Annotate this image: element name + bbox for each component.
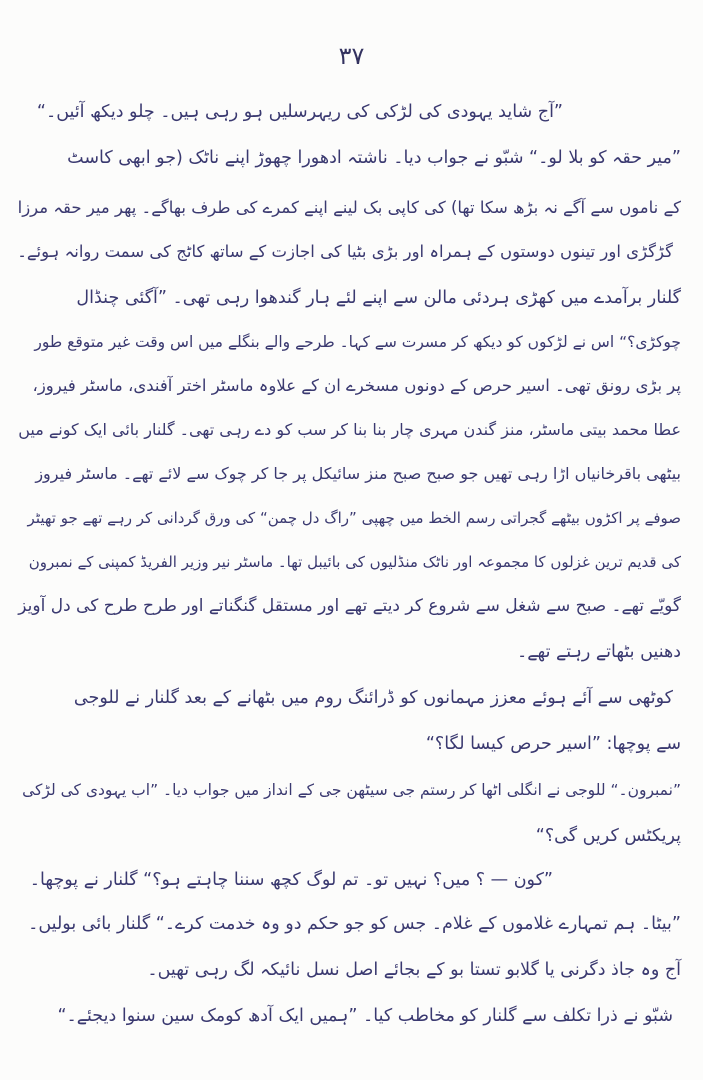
text-line: سے پوچھا: ”اسیر حرص کیسا لگا؟“ [425, 734, 681, 754]
text-line: چوکڑی؟“ اس نے لڑکوں کو دیکھ کر مسرت سے کہا۔ طرحے والے بنگلے میں اس وقت غیر متوقع طور [34, 333, 681, 351]
text-line: گویّے تھے۔ صبح سے شغل سے شروع کر دیتے تھے اور مستقل گنگناتے اور طرح طرح کی دل آویز [18, 596, 681, 616]
text-line: ”بیٹا۔ ہم تمہارے غلاموں کے غلام۔ جس کو جو حکم دو وہ خدمت کرے۔“ گلنار بائی بولیں۔ [28, 914, 681, 934]
text-line: پریکٹس کریں گی؟“ [535, 826, 681, 846]
text-line: عطا محمد بیتی ماسٹر، منز گندن مہری چار بنا بنا کر سب کو دے رہی تھی۔ گلنار بائی ایک کونے میں [18, 420, 681, 439]
text-line: کی قدیم ترین غزلوں کا مجموعہ اور ناٹک منڈلیوں کی بائیبل تھا۔ ماسٹر نیر وزیر الفریڈ کمپنی کے نمبرون [28, 553, 681, 571]
text-line: گڑگڑی اور تینوں دوستوں کے ہمراہ اور بڑی بٹیا کی اجازت کے ساتھ کاٹج کی سمت روانہ ہوئے۔ [17, 242, 673, 261]
text-line: ”کون — ؟ میں؟ نہیں تو۔ تم لوگ کچھ سننا چاہتے ہو؟“ گلنار نے پوچھا۔ [29, 870, 553, 890]
text-line: کے ناموں سے آگے نہ بڑھ سکا تھا) کی کاپی بک لینے اپنے کمرے کی طرف بھاگے۔ پھر میر حقہ مرزا [17, 198, 681, 217]
text-line: صوفے پر اکڑوں بیٹھے گجراتی رسم الخط میں چھپی ”راگ دل چمن“ کی ورق گردانی کر رہے تھے جو تھیٹر [27, 509, 681, 527]
text-line: پر بڑی رونق تھی۔ اسیر حرص کے دونوں مسخرے ان کے علاوہ ماسٹر اختر آفندی، ماسٹر فیروز، [32, 376, 681, 395]
text-line: گلنار برآمدے میں کھڑی ہردئی مالن سے اپنے لئے ہار گندھوا رہی تھی۔ ”آگئی چنڈال [76, 288, 681, 308]
text-line: ”نمبرون۔“ للوجی نے انگلی اٹھا کر رستم جی سیٹھن جی کے انداز میں جواب دیا۔ ”اب یہودی کی لڑکی [22, 781, 681, 799]
text-line: بیٹھی باقرخانیاں اڑا رہی تھیں جو صبح صبح منز سائیکل پر جا کر چوک سے لائے تھے۔ ماسٹر فیروز [35, 464, 681, 483]
text-line: دھنیں بٹھاتے رہتے تھے۔ [517, 642, 681, 662]
text-line: ”آج شاید یہودی کی لڑکی کی ریہرسلیں ہو رہی ہیں۔ چلو دیکھ آئیں۔“ [36, 102, 563, 122]
text-line: آج وہ جاذ دگرنی یا گلابو تستا بو کے بجائے اصل نسل نائیکہ لگ رہی تھیں۔ [147, 960, 681, 980]
page-number: ۳۷ [338, 42, 365, 70]
text-line: کوٹھی سے آئے ہوئے معزز مہمانوں کو ڈرائنگ روم میں بٹھانے کے بعد گلنار نے للوجی [73, 688, 673, 708]
text-line: ”میر حقہ کو بلا لو۔“ شبّو نے جواب دیا۔ ناشتہ ادھورا چھوڑ اپنے ناٹک (جو ابھی کاسٹ [67, 148, 681, 168]
text-line: شبّو نے ذرا تکلف سے گلنار کو مخاطب کیا۔ ”ہمیں ایک آدھ کومک سین سنوا دیجئے۔“ [57, 1006, 673, 1026]
